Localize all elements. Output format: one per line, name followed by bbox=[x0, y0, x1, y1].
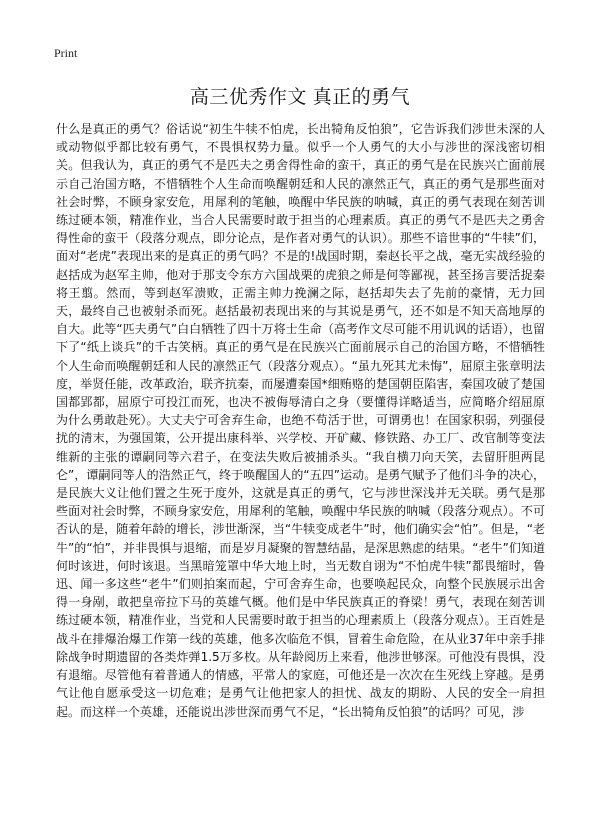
print-link[interactable]: Print bbox=[54, 46, 78, 60]
article-title: 高三优秀作文 真正的勇气 bbox=[189, 87, 411, 108]
article-body: 什么是真正的勇气？俗话说“初生牛犊不怕虎，长出犄角反怕狼”，它告诉我们涉世未深的人或动物似乎都比较有勇气，不畏惧权势力量。似乎一个人勇气的大小与涉世的深浅密切相关。但我认为，真正的勇气不是匹夫之勇舍得性命的蛮干，真正的勇气是在民族兴亡面前展示自己治国方略，不惜牺牲个人生命而唤醒朝廷和人民的凛然正气，真正的勇气是那些面对社会时弊，不顾身家安危，用犀利的笔触，唤醒中华民族的呐喊，真正的勇气表现在刻苦训练过硬本领，精准作业，当合人民需要时敢于担当的心理素质。真正的勇气不是匹夫之勇舍得性命的蛮干（段落分观点，即分论点，是作者对勇气的认识）。那些不谙世事的“牛犊”们，面对“老虎”表现出来的是真正的勇气吗？不是的!战国时期，秦赵长平之战，毫无实战经验的赵括成为赵军主帅，他对于那支令东方六国战栗的虎狼之师是何等鄙视，甚至扬言要活捉秦将王翦。然而，等到赵军溃败，正需主帅力挽澜之际，赵括却失去了先前的豪情，无力回天，最终自己也被射杀而死。赵括最初表现出来的与其说是勇气，还不如是不知天高地厚的自大。此等“匹夫勇气”白白牺牲了四十万将士生命（高考作文尽可能不用讥讽的话语），也留下了“纸上谈兵”的千古笑柄。真正的勇气是在民族兴亡面前展示自己的治国方略，不惜牺牲个人生命而唤醒朝廷和人民的凛然正气（段落分观点）。“虽九死其尤未悔”，屈原主张章明法度，举贤任能，改革政治，联齐抗秦，而屡遭秦国*细贿赂的楚国朝臣陷害，秦国攻破了楚国国都郢都，屈原宁可投江而死，也决不被侮辱清白之身（要懂得详略适当，应简略介绍屈原为什么勇敢赴死）。大丈夫宁可舍弃生命，也绝不苟活于世，可谓勇也！在国家积弱，列强侵扰的清末，为强国策，公开提出康科举、兴学校、开矿藏、修铁路、办工厂、改官制等变法维新的主张的谭嗣同等六君子，在变法失败后被捕杀头。“我自横刀向天笑，去留肝胆两昆仑”，谭嗣同等人的浩然正气，终于唤醒国人的“五四”运动。是勇气赋予了他们斗争的决心，是民族大义让他们置之生死于度外，这就是真正的勇气，它与涉世深浅并无关联。勇气是那些面对社会时弊，不顾身家安危，用犀利的笔触，唤醒中华民族的呐喊（段落分观点）。不可否认的是，随着年龄的增长，涉世渐深，当“牛犊变成老牛”时，他们确实会“怕”。但是，“老牛”的“怕”，并非畏惧与退缩，而是岁月凝聚的智慧结晶，是深思熟虑的结果。“老牛”们知道何时该进，何时该退。当黑暗笼罩中华大地上时，当无数自诩为“不怕虎牛犊”都畏缩时，鲁迅、闻一多这些“老牛”们则拍案而起，宁可舍弃生命，也要唤起民众，向整个民族展示出舍得一身剐，敢把皇帝拉下马的英雄气概。他们是中华民族真正的脊梁！勇气，表现在刻苦训练过硬本领，精准作业，当党和人民需要时敢于担当的心理素质上（段落分观点）。王百姓是战斗在排爆治爆工作第一线的英雄，他多次临危不惧，冒着生命危险，在从业37年中亲手排除战争时期遗留的各类炸弹1.5万多枚。从年龄阅历上来看，他涉世够深。可他没有畏惧，没有退缩。尽管他有着普通人的情感，平常人的家庭，可他还是一次次在生死线上穿越。是勇气让他自愿承受这一切危难；是勇气让他把家人的担忧、战友的期盼、人民的安全一肩担起。而这样一个英雄，还能说出涉世深而勇气不足，“长出犄角反怕狼”的话吗？可见，涉 bbox=[56, 122, 545, 719]
